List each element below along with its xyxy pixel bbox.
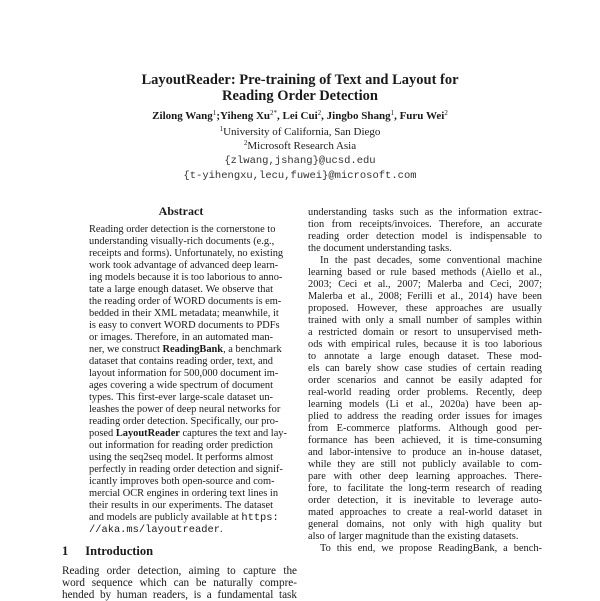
title-line: LayoutReader: Pre-training of Text and Layout for <box>141 72 459 88</box>
text-line <box>308 531 542 543</box>
abstract-body <box>89 224 287 536</box>
text-segment: their results in our experiments. The dataset <box>89 500 273 511</box>
author-affiliation-marker: 1 <box>390 109 395 117</box>
text-line <box>89 476 273 488</box>
text-line <box>308 495 542 507</box>
author-separator: , <box>394 110 400 122</box>
text-segment: To this end, we propose ReadingBank, a bench- <box>320 543 542 554</box>
text-line <box>308 543 542 555</box>
text-segment: dataset that contains reading order, text, and <box>89 356 273 367</box>
text-line <box>308 375 542 387</box>
text-segment: pare with other deep learning approaches. There- <box>308 471 542 482</box>
text-segment: real-world reading order problems. Recently, deep <box>308 387 542 398</box>
introduction-heading <box>62 544 153 558</box>
text-segment: . <box>219 524 223 535</box>
text-line <box>89 368 279 380</box>
text-segment: while they are still not publicly available to com- <box>308 459 542 470</box>
text-segment: from E-commerce platforms. Although good per- <box>308 423 542 434</box>
author-separator: ; <box>216 110 220 122</box>
text-segment: the document understanding tasks. <box>308 243 452 254</box>
text-line <box>308 279 542 291</box>
text-segment: Reading order detection is the cornerstone to <box>89 224 276 235</box>
text-line <box>89 320 280 332</box>
text-segment: to annotate a large enough dataset. These mod- <box>308 351 542 362</box>
text-segment: bedded in their XML metadata; meanwhile, it <box>89 308 279 319</box>
author-affiliation-marker: 2 <box>444 109 448 117</box>
text-line <box>308 471 542 483</box>
text-segment: Reading order detection, aiming to capture the <box>62 565 297 577</box>
text-line <box>89 332 273 344</box>
text-line <box>308 339 542 351</box>
text-segment: , a benchmark <box>223 344 282 355</box>
text-line <box>89 308 279 320</box>
email-line: {zlwang,jshang}@ucsd.edu <box>224 155 376 167</box>
text-line <box>89 512 279 524</box>
text-line <box>62 565 297 577</box>
text-segment: learning models (Li et al., 2020a) have been ap- <box>308 399 542 410</box>
introduction-right-column <box>308 207 542 555</box>
url-text: //aka.ms/layoutreader <box>89 524 220 536</box>
section-title: Introduction <box>85 544 154 558</box>
text-segment: and labor-intensive to produce an in-house dataset, <box>308 447 542 458</box>
text-segment: reading order detection. Specifically, our pro- <box>89 416 279 427</box>
affiliation-2 <box>0 139 600 153</box>
text-segment: reading order detection model is indispensable to <box>308 231 542 242</box>
author-name: Lei Cui <box>282 110 318 122</box>
text-line <box>308 447 542 459</box>
text-line <box>89 260 279 272</box>
text-segment: or images. Therefore, in an automated man- <box>89 332 273 343</box>
text-segment: posed <box>89 428 116 439</box>
text-segment: order detection, it is inevitable to leverage auto- <box>308 495 542 506</box>
text-segment: tate a large enough dataset. We observe that <box>89 284 273 295</box>
author-affiliation-marker: 2* <box>270 109 278 117</box>
text-segment: ing models because it is too laborious to anno- <box>89 272 283 283</box>
abstract-heading: Abstract <box>158 204 204 218</box>
text-segment: formance has been achieved, it is time-consuming <box>308 435 542 446</box>
text-segment: understanding tasks such as the information extrac- <box>308 207 542 218</box>
text-segment: mated approaches to create a real-world dataset in <box>308 507 542 518</box>
text-line <box>89 440 273 452</box>
text-line <box>62 577 297 589</box>
text-segment: hended by human readers, is a fundamental task <box>62 589 297 601</box>
author-name: Furu Wei <box>399 110 445 122</box>
text-segment: general domains, not only with high quality but <box>308 519 542 530</box>
author-affiliation-marker: 2 <box>317 109 322 117</box>
text-line <box>308 483 542 495</box>
text-line <box>62 589 297 601</box>
text-line <box>308 519 542 531</box>
text-segment: captures the text and lay- <box>179 428 287 439</box>
text-segment: order scenarios and cannot be easily adapted for <box>308 375 542 386</box>
text-segment: work took advantage of advanced deep learn- <box>89 260 279 271</box>
text-segment: ods with empirical rules, because it is too laborious <box>308 339 542 350</box>
text-line <box>308 351 542 363</box>
emails <box>0 154 600 184</box>
text-segment: types. This first-ever large-scale dataset un- <box>89 392 273 403</box>
text-line <box>308 315 542 327</box>
text-segment: and models are publicly available at <box>89 512 242 523</box>
bold-term: ReadingBank <box>162 344 224 355</box>
text-segment: els can barely show case studies of certain reading <box>308 363 542 374</box>
text-segment: layout information for 500,000 document im- <box>89 368 279 379</box>
text-line <box>308 219 542 231</box>
author-list <box>0 110 600 123</box>
text-line <box>308 363 542 375</box>
text-line <box>308 459 542 471</box>
text-segment: using the seq2seq model. It performs almost <box>89 452 273 463</box>
bold-term: LayoutReader <box>115 428 180 439</box>
text-line <box>89 248 284 260</box>
text-line <box>89 284 273 296</box>
paper-title <box>0 72 600 104</box>
text-line <box>308 231 542 243</box>
affiliation-name: Microsoft Research Asia <box>247 140 357 152</box>
introduction-left-column <box>62 565 297 601</box>
affiliation-1 <box>0 125 600 139</box>
text-segment: fore, to facilitate the long-term research of reading <box>308 483 542 494</box>
affiliations <box>0 125 600 153</box>
text-segment: proposed. However, these approaches are usually <box>308 303 542 314</box>
affiliation-marker: 1 <box>219 125 224 133</box>
text-line <box>89 404 281 416</box>
text-line <box>308 291 542 303</box>
text-line <box>89 464 283 476</box>
text-line <box>89 380 273 392</box>
text-segment: ages covering a wide spectrum of document <box>89 380 273 391</box>
text-line <box>89 296 282 308</box>
text-segment: is easy to convert WORD documents to PDFs <box>89 320 280 331</box>
text-line <box>308 399 542 411</box>
text-segment: perfectly in reading order detection and signif- <box>89 464 283 475</box>
text-segment: mercial OCR engines in ordering text lines in <box>89 488 279 499</box>
text-line <box>308 507 542 519</box>
text-line <box>89 416 279 428</box>
email-line: {t-yihengxu,lecu,fuwei}@microsoft.com <box>183 170 417 182</box>
text-line <box>89 452 273 464</box>
text-line <box>89 428 287 440</box>
text-line <box>308 411 542 423</box>
text-segment: 2003; Ceci et al., 2007; Malerba and Ceci, 2007; <box>308 279 542 290</box>
text-segment: word sequence which can be naturally compre- <box>62 577 297 589</box>
text-segment: icantly improves both open-source and com- <box>89 476 275 487</box>
title-line: Reading Order Detection <box>222 88 378 104</box>
text-segment: understanding visually-rich documents (e.g., <box>89 236 275 247</box>
text-line <box>89 272 283 284</box>
text-line <box>89 344 282 356</box>
text-line <box>308 423 542 435</box>
text-segment: the reading order of WORD documents is em- <box>89 296 282 307</box>
author-name: Zilong Wang <box>152 110 213 122</box>
author-separator: , <box>321 110 327 122</box>
text-segment: ner, we construct <box>89 344 163 355</box>
text-line <box>89 224 276 236</box>
text-line <box>308 243 542 255</box>
text-line <box>308 207 542 219</box>
text-segment: plied to address the reading order issues for images <box>308 411 542 422</box>
text-segment: Malerba et al., 2008; Ferilli et al., 2014) have been <box>308 291 542 302</box>
text-line <box>308 435 542 447</box>
text-segment: out information for reading order prediction <box>89 440 273 451</box>
text-line <box>89 488 279 500</box>
text-line <box>308 303 542 315</box>
url-text: https: <box>241 512 279 524</box>
affiliation-marker: 2 <box>243 139 248 147</box>
text-line <box>89 392 273 404</box>
section-number: 1 <box>62 544 69 558</box>
text-line <box>89 500 273 512</box>
author-name: Jingbo Shang <box>326 110 391 122</box>
text-line <box>308 255 542 267</box>
text-line <box>308 267 542 279</box>
text-segment: also of larger magnitude than the existing datasets. <box>308 531 519 542</box>
text-segment: receipts and forms). Unfortunately, no existing <box>89 248 284 259</box>
text-line <box>308 387 542 399</box>
author-affiliation-marker: 1 <box>212 109 217 117</box>
text-line <box>89 524 273 536</box>
text-segment: trained with only a small number of samples within <box>308 315 542 326</box>
author-separator: , <box>277 110 283 122</box>
text-segment: In the past decades, some conventional machine <box>320 255 542 266</box>
author-name: Yiheng Xu <box>219 110 271 122</box>
text-segment: a restricted domain or resort to unsupervised meth- <box>308 327 542 338</box>
text-line <box>89 356 273 368</box>
affiliation-name: University of California, San Diego <box>223 126 381 138</box>
text-segment: leashes the power of deep neural networks for <box>89 404 281 415</box>
text-line <box>89 236 273 248</box>
text-segment: learning based or rule based methods (Aiello et al., <box>308 267 542 278</box>
text-line <box>308 327 542 339</box>
text-segment: tion from receipts/invoices. Therefore, an accurate <box>308 219 542 230</box>
